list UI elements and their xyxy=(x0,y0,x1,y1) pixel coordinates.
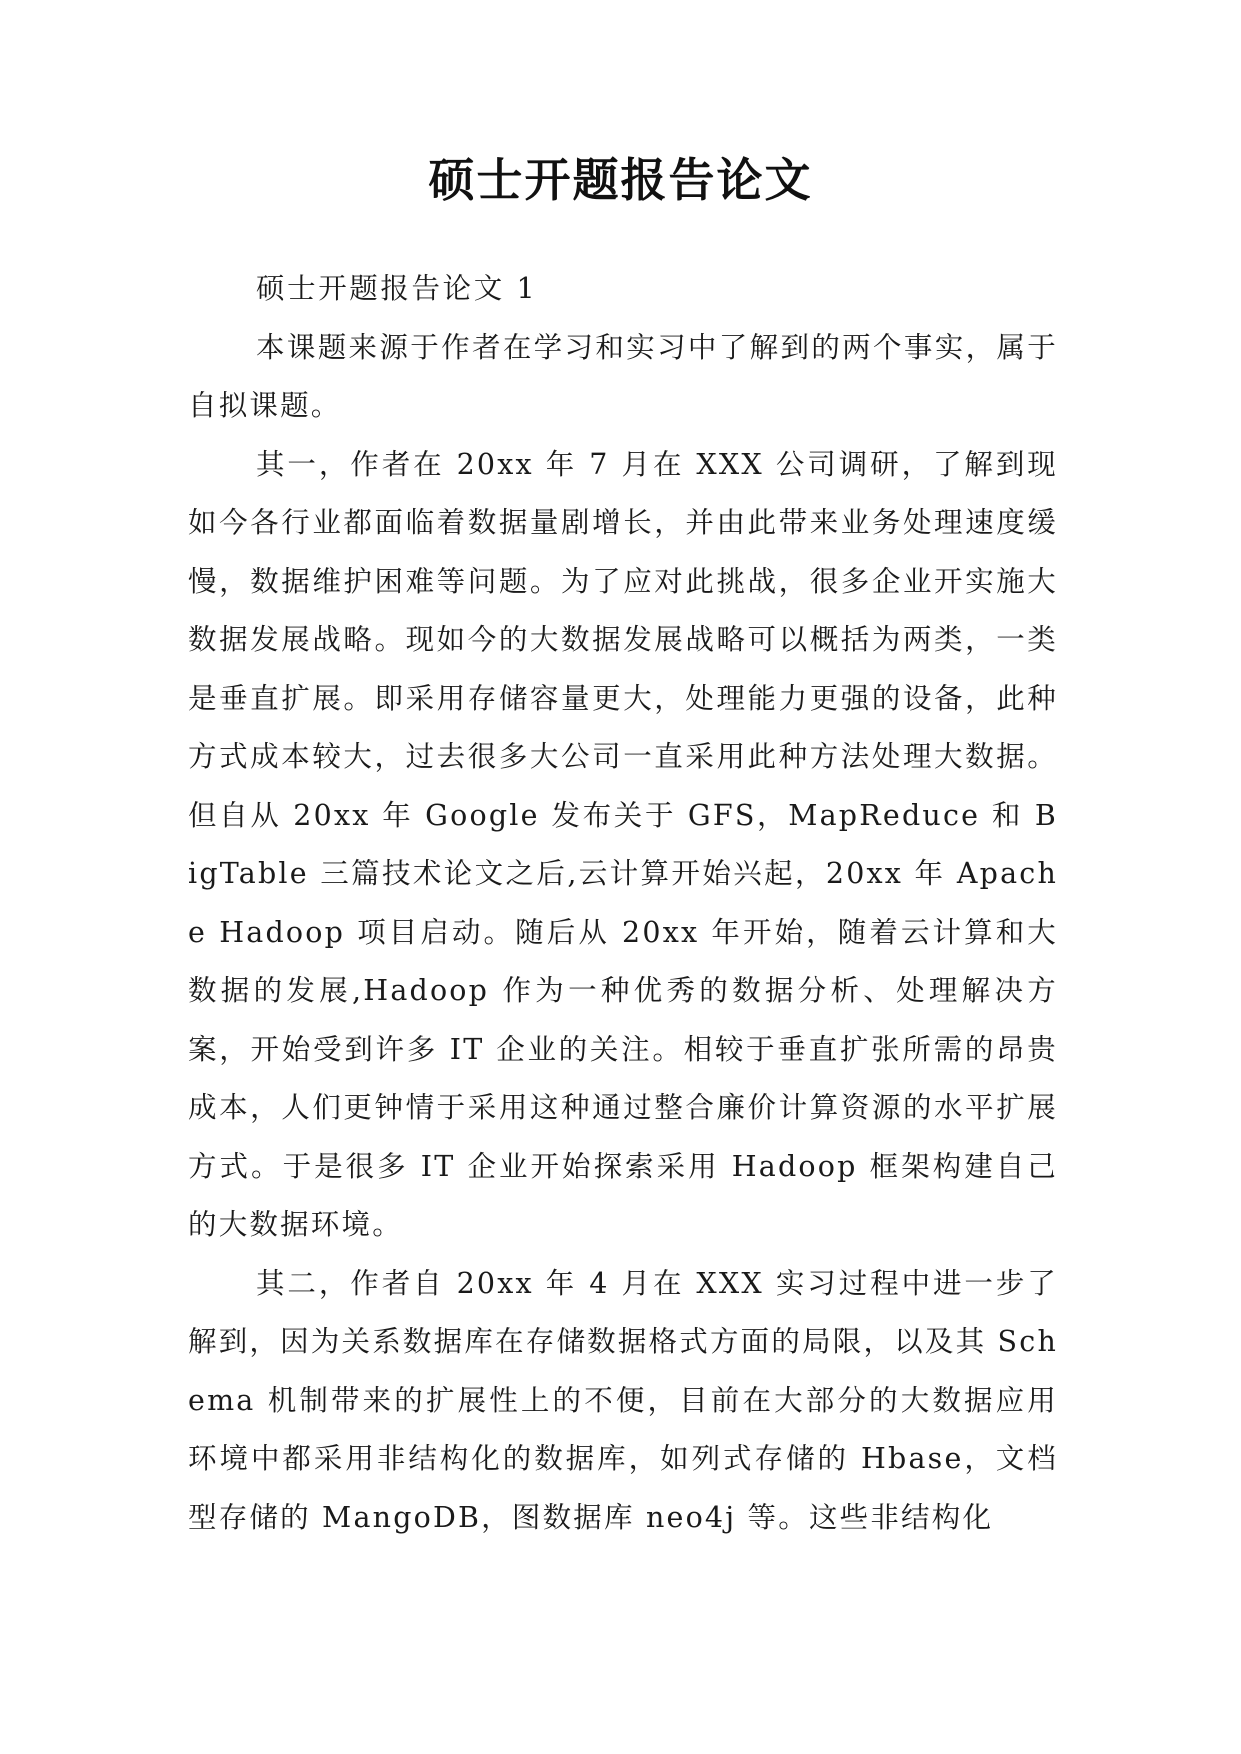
paragraph-second-fact: 其二，作者自 20xx 年 4 月在 XXX 实习过程中进一步了解到，因为关系数据库在存储数据格式方面的局限，以及其 Schema 机制带来的扩展性上的不便，目前在大部分的大数据应用环境中都采用非结构化的数据库，如列式存储的 Hbase，文档型存储的 MangoDB，图数据库 neo4j 等。这些非结构化 xyxy=(188,1266,1058,1534)
section-heading: 硕士开题报告论文 1 xyxy=(256,272,538,305)
document-title: 硕士开题报告论文 xyxy=(428,153,813,207)
paragraph-source: 本课题来源于作者在学习和实习中了解到的两个事实，属于自拟课题。 xyxy=(188,330,1058,422)
document-body xyxy=(188,260,1058,1547)
paragraph-first-fact: 其一，作者在 20xx 年 7 月在 XXX 公司调研，了解到现如今各行业都面临着数据量剧增长，并由此带来业务处理速度缓慢，数据维护困难等问题。为了应对此挑战，很多企业开实施大数据发展战略。现如今的大数据发展战略可以概括为两类，一类是垂直扩展。即采用存储容量更大，处理能力更强的设备，此种方式成本较大，过去很多大公司一直采用此种方法处理大数据。但自从 20xx 年 Google 发布关于 GFS，MapReduce 和 BigTable 三篇技术论文之后,云计算开始兴起，20xx 年 Apache Hadoop 项目启动。随后从 20xx 年开始，随着云计算和大数据的发展,Hadoop 作为一种优秀的数据分析、处理解决方案，开始受到许多 IT 企业的关注。相较于垂直扩张所需的昂贵成本，人们更钟情于采用这种通过整合廉价计算资源的水平扩展方式。于是很多 IT 企业开始探索采用 Hadoop 框架构建自己的大数据环境。 xyxy=(188,447,1058,1241)
